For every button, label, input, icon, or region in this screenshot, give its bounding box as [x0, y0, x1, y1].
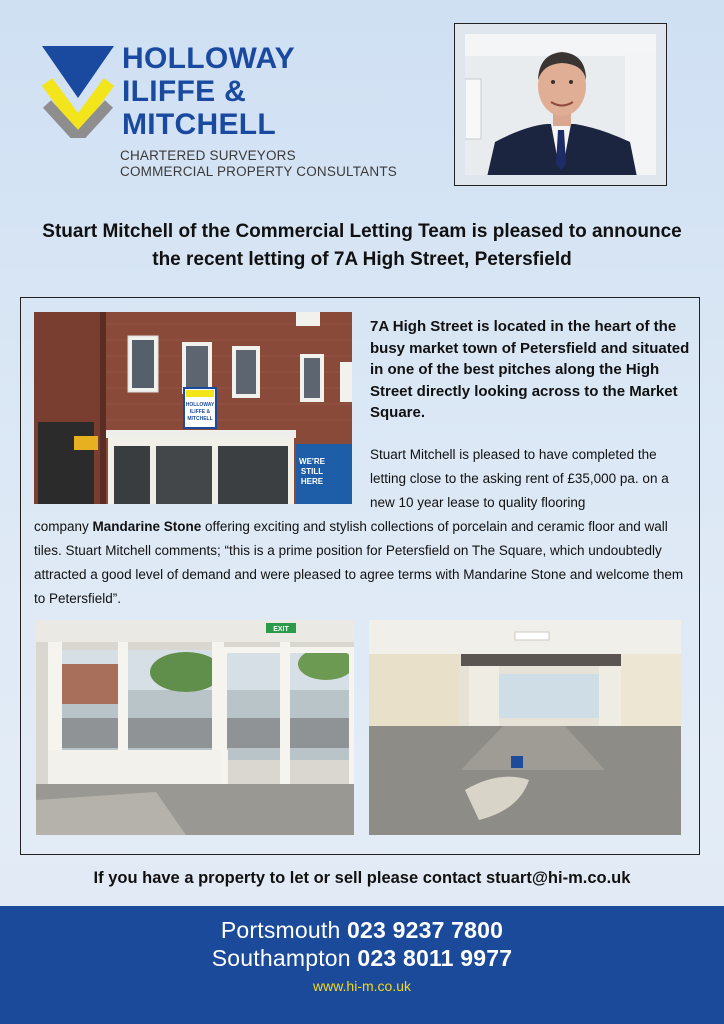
sign-line-1: HOLLOWAY	[185, 402, 215, 408]
city-southampton: Southampton	[211, 945, 351, 971]
brand-line-2: ILIFFE &	[122, 75, 247, 108]
body-paragraph-part-2	[34, 515, 684, 611]
brand-line-1: HOLLOWAY	[122, 42, 295, 75]
company-logo	[42, 42, 442, 192]
contact-line: If you have a property to let or sell please contact stuart@hi-m.co.uk	[93, 869, 631, 887]
body-suffix: offering exciting and stylish collections of porcelain and ceramic floor and wall tiles. Stuart Mitchell comments; “this is a prime position for Petersfield on The Square, which undoubtedly attracted a good level of demand and were pleased to agree terms with Mandarine Stone and welcome them to Petersfield”.	[34, 519, 684, 606]
brand-line-3: MITCHELL	[122, 108, 277, 141]
poster-line-1: WE'RE	[299, 457, 325, 466]
storefront-photo	[34, 312, 352, 504]
logo-chevron-icon	[42, 42, 114, 138]
intro-paragraph: 7A High Street is located in the heart of the busy market town of Petersfield and situated in one of the best pitches along the High Street directly looking across to the Market Square.	[370, 318, 690, 421]
website-link[interactable]: www.hi-m.co.uk	[312, 978, 412, 994]
phone-southampton[interactable]: 023 8011 9977	[357, 945, 513, 971]
headline: Stuart Mitchell of the Commercial Letting Team is pleased to announce the recent letting of 7A High Street, Petersfield	[42, 221, 682, 270]
sign-line-3: MITCHELL	[187, 416, 213, 422]
city-portsmouth: Portsmouth	[220, 917, 341, 943]
exit-sign-text: EXIT	[273, 626, 289, 633]
brand-tagline	[120, 148, 397, 180]
brand-name	[122, 42, 295, 141]
poster-line-2: STILL	[300, 467, 324, 476]
interior-window-photo	[36, 620, 354, 835]
portrait-photo	[465, 34, 656, 175]
phone-portsmouth[interactable]: 023 9237 7800	[347, 917, 504, 943]
tagline-line-1: CHARTERED SURVEYORS	[120, 148, 296, 163]
southampton-line	[0, 944, 724, 972]
sign-line-2: ILIFFE &	[189, 409, 211, 415]
tagline-line-2: COMMERCIAL PROPERTY CONSULTANTS	[120, 164, 397, 179]
poster-line-3: HERE	[300, 477, 324, 486]
portsmouth-line	[0, 916, 724, 944]
interior-room-photo	[369, 620, 681, 835]
company-name: Mandarine Stone	[92, 519, 202, 534]
body-paragraph-part-1: Stuart Mitchell is pleased to have completed the letting close to the asking rent of £35,000 pa. on a new 10 year lease to quality flooring	[370, 447, 669, 510]
footer-bar	[0, 906, 724, 1024]
body-prefix: company	[34, 519, 93, 534]
portrait-frame	[454, 23, 667, 186]
